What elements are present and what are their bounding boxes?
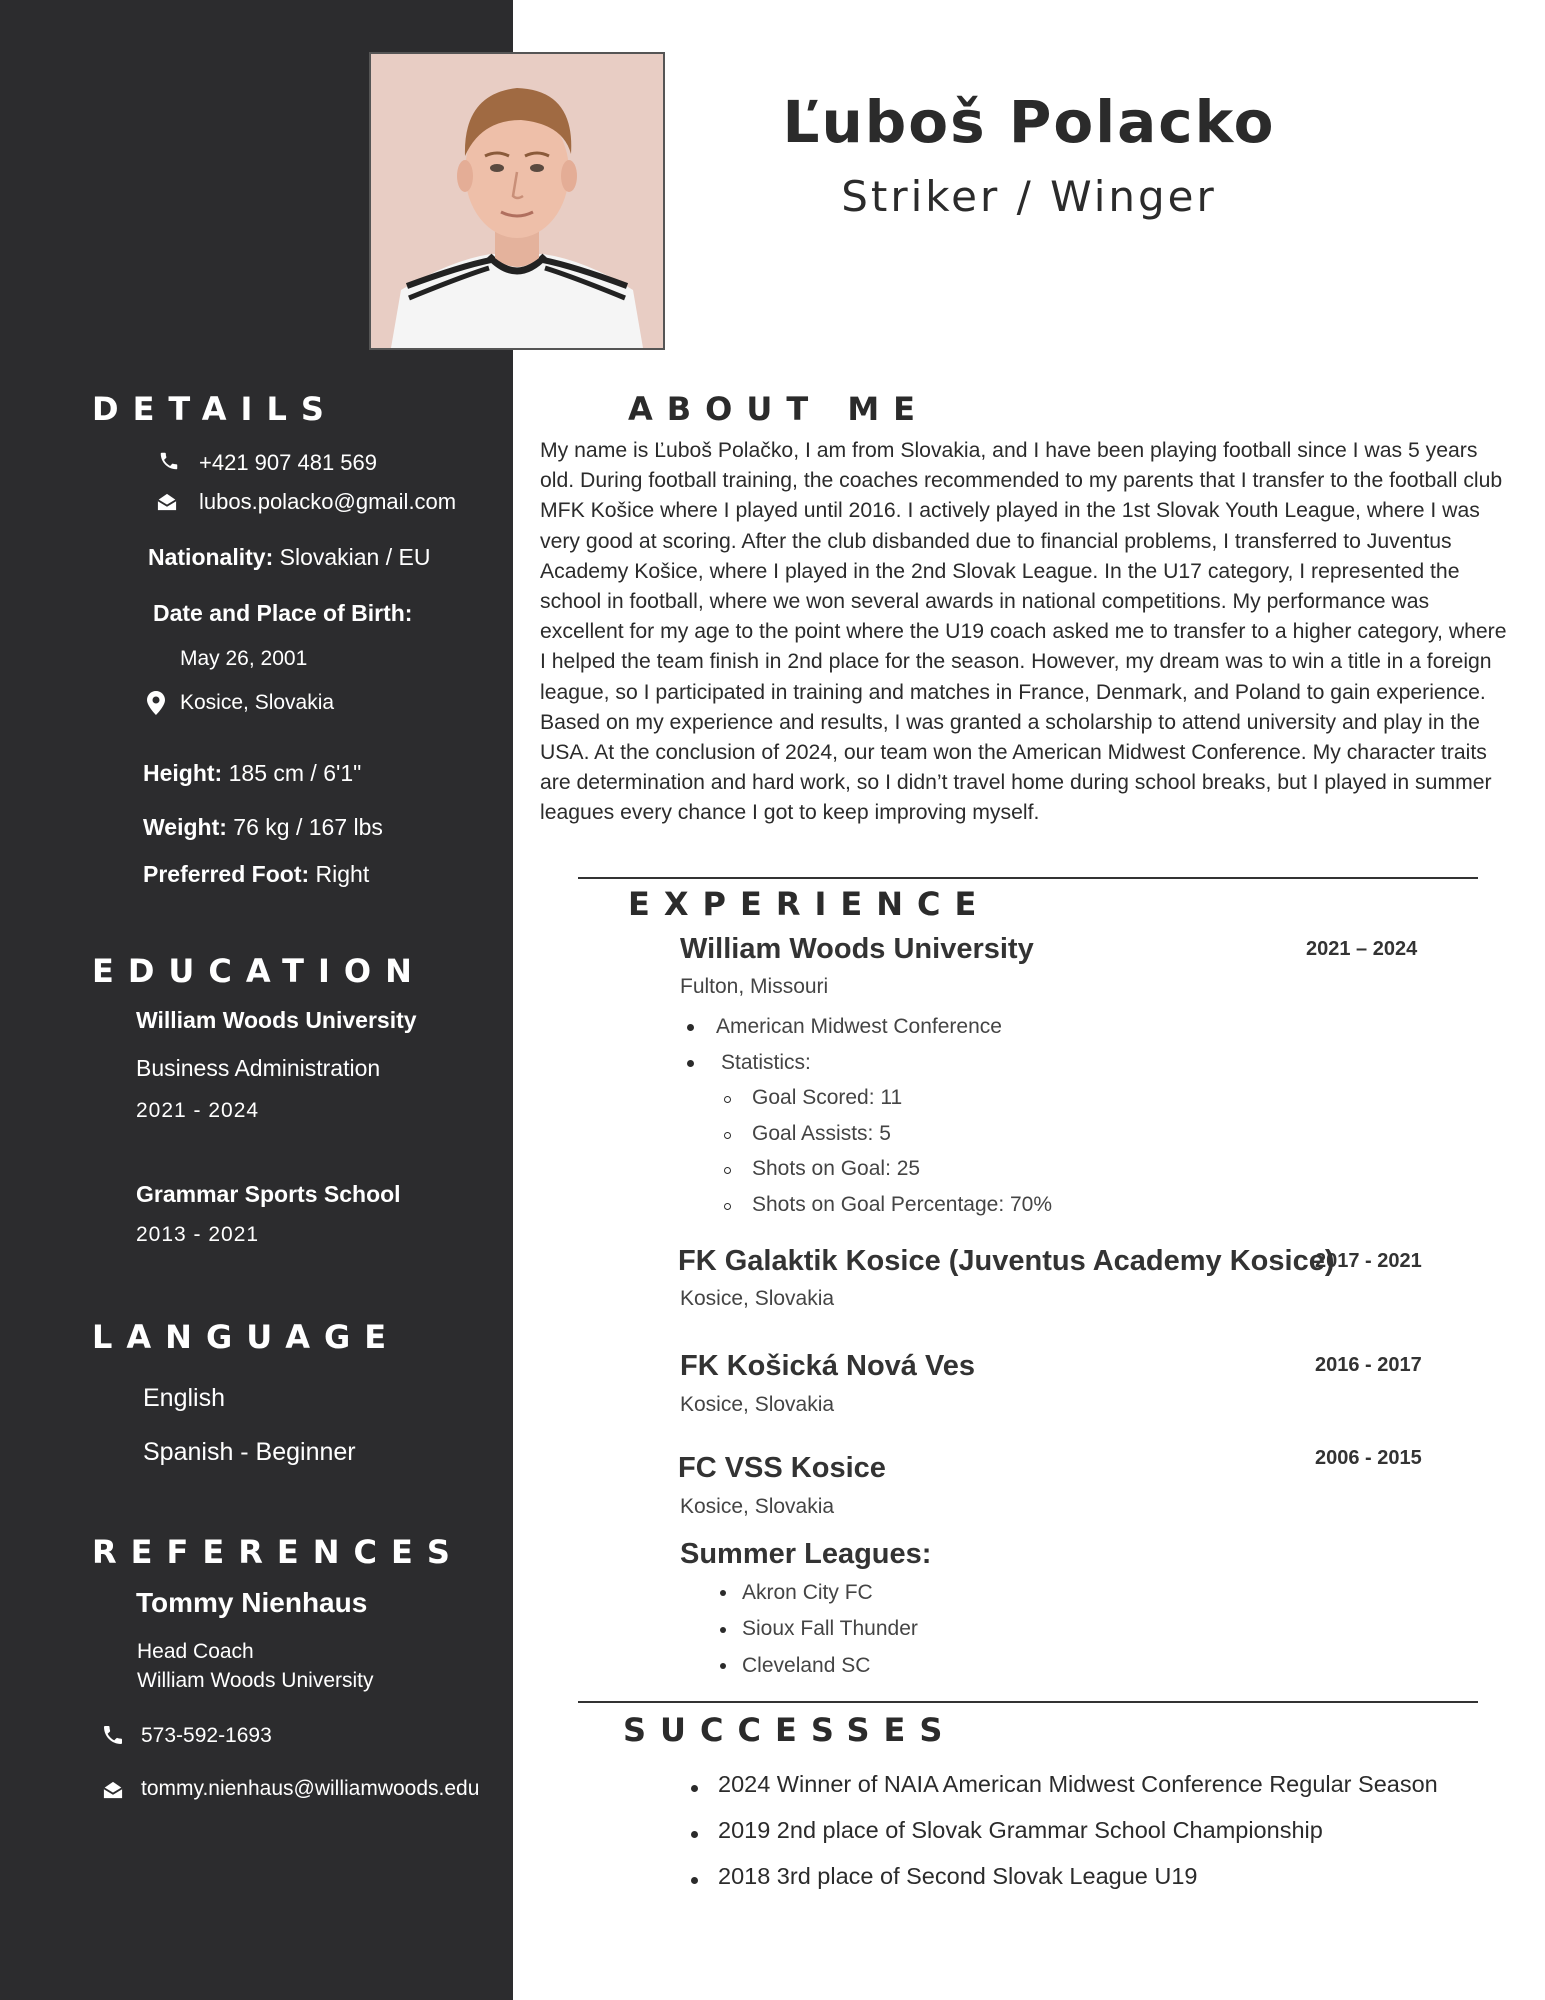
- details-phone[interactable]: +421 907 481 569: [199, 450, 378, 475]
- language-item: Spanish - Beginner: [143, 1438, 356, 1466]
- foot-row: [143, 861, 369, 888]
- summer-heading: Summer Leagues:: [680, 1538, 932, 1570]
- weight-row: [143, 814, 383, 841]
- phone-icon: [158, 449, 180, 478]
- language-item: English: [143, 1384, 225, 1412]
- divider: [578, 1701, 1478, 1703]
- bullet-icon: [687, 1060, 694, 1067]
- job-location: Kosice, Slovakia: [680, 1495, 835, 1518]
- birth-label: Date and Place of Birth:: [153, 600, 413, 626]
- education-years: 2021 - 2024: [136, 1099, 260, 1122]
- person-name: Ľuboš Polacko: [782, 88, 1276, 156]
- birth-place: Kosice, Slovakia: [180, 691, 335, 714]
- education-heading: EDUCATION: [92, 952, 426, 990]
- divider: [578, 877, 1478, 879]
- reference-phone[interactable]: 573-592-1693: [141, 1724, 272, 1747]
- nationality-value: Slovakian / EU: [273, 544, 431, 570]
- weight-value: 76 kg / 167 lbs: [226, 814, 383, 840]
- nationality-label: Nationality:: [148, 544, 274, 570]
- success-item: 2018 3rd place of Second Slovak League U19: [718, 1863, 1198, 1889]
- job-title: FC VSS Kosice: [678, 1452, 886, 1484]
- bullet-icon: [720, 1590, 726, 1596]
- about-text: My name is Ľuboš Polačko, I am from Slovakia, and I have been playing football since I was 5 years old. During football training, the coaches recommended to my parents that I transfer to the football club MFK Košice where I played until 2016. I actively played in the 1st Slovak Youth League, where I was very good at scoring. After the club disbanded due to financial problems, I transferred to Juventus Academy Košice, where I played in the 2nd Slovak League. In the U17 category, I represented the school in football, where we won several awards in national competitions. My performance was excellent for my age to the point where the U19 coach asked me to transfer to a higher category, where I helped the team finish in 2nd place for the season. However, my dream was to win a title in a foreign league, so I participated in training and matches in France, Denmark, and Poland to gain experience. Based on my experience and results, I was granted a scholarship to attend university and play in the USA. At the conclusion of 2024, our team won the American Midwest Conference. My character traits are determination and hard work, so I didn’t travel home during school breaks, but I played in summer leagues every chance I got to keep improving myself.: [540, 439, 1507, 825]
- about-heading: ABOUT ME: [628, 390, 930, 428]
- education-years: 2013 - 2021: [136, 1223, 260, 1246]
- education-school: William Woods University: [136, 1007, 417, 1033]
- details-email[interactable]: lubos.polacko@gmail.com: [199, 489, 457, 514]
- phone-icon: [101, 1722, 125, 1753]
- stat-item: Goal Assists: 5: [752, 1122, 891, 1145]
- summer-league: Akron City FC: [742, 1581, 873, 1604]
- person-position: Striker / Winger: [841, 172, 1217, 221]
- education-school: Grammar Sports School: [136, 1181, 401, 1207]
- sub-bullet-icon: [724, 1203, 731, 1210]
- envelope-icon: [156, 492, 178, 517]
- location-pin-icon: [147, 691, 165, 720]
- envelope-icon: [102, 1780, 124, 1805]
- foot-label: Preferred Foot:: [143, 861, 310, 887]
- foot-value: Right: [309, 861, 370, 887]
- job-years: 2006 - 2015: [1315, 1447, 1422, 1469]
- height-label: Height:: [143, 760, 223, 786]
- bullet-icon: [687, 1024, 694, 1031]
- bullet-icon: [720, 1663, 726, 1669]
- weight-label: Weight:: [143, 814, 227, 840]
- stat-item: Shots on Goal Percentage: 70%: [752, 1193, 1053, 1216]
- details-heading: DETAILS: [92, 390, 338, 428]
- job-location: Fulton, Missouri: [680, 975, 829, 998]
- reference-email[interactable]: tommy.nienhaus@williamwoods.edu: [141, 1777, 480, 1800]
- job-years: 2016 - 2017: [1315, 1354, 1422, 1376]
- experience-heading: EXPERIENCE: [628, 885, 991, 923]
- job-bullet: American Midwest Conference: [716, 1015, 1002, 1038]
- language-heading: LANGUAGE: [92, 1318, 401, 1356]
- success-item: 2024 Winner of NAIA American Midwest Conference Regular Season: [718, 1771, 1438, 1797]
- job-title: FK Galaktik Kosice (Juventus Academy Kosice): [678, 1245, 1335, 1277]
- job-years: 2017 - 2021: [1315, 1250, 1422, 1272]
- stat-item: Goal Scored: 11: [752, 1086, 903, 1109]
- job-location: Kosice, Slovakia: [680, 1287, 835, 1310]
- reference-org: William Woods University: [137, 1669, 374, 1692]
- summer-league: Sioux Fall Thunder: [742, 1617, 918, 1640]
- education-program: Business Administration: [136, 1055, 381, 1081]
- height-row: [143, 760, 361, 787]
- stat-item: Shots on Goal: 25: [752, 1157, 921, 1180]
- bullet-icon: [691, 1785, 698, 1792]
- height-value: 185 cm / 6'1": [222, 760, 362, 786]
- job-title: William Woods University: [680, 933, 1034, 965]
- summer-league: Cleveland SC: [742, 1654, 871, 1677]
- job-years: 2021 – 2024: [1306, 938, 1418, 960]
- reference-name: Tommy Nienhaus: [136, 1587, 368, 1618]
- sub-bullet-icon: [724, 1096, 731, 1103]
- bullet-icon: [691, 1831, 698, 1838]
- job-bullet: Statistics:: [721, 1051, 811, 1074]
- sub-bullet-icon: [724, 1132, 731, 1139]
- nationality-row: [148, 544, 430, 571]
- job-title: FK Košická Nová Ves: [680, 1350, 975, 1382]
- birth-date: May 26, 2001: [180, 647, 308, 670]
- successes-heading: SUCCESSES: [623, 1711, 957, 1749]
- bullet-icon: [691, 1877, 698, 1884]
- sub-bullet-icon: [724, 1167, 731, 1174]
- references-heading: REFERENCES: [92, 1533, 464, 1571]
- reference-role: Head Coach: [137, 1640, 254, 1663]
- job-location: Kosice, Slovakia: [680, 1393, 835, 1416]
- bullet-icon: [720, 1627, 726, 1633]
- success-item: 2019 2nd place of Slovak Grammar School Championship: [718, 1817, 1323, 1843]
